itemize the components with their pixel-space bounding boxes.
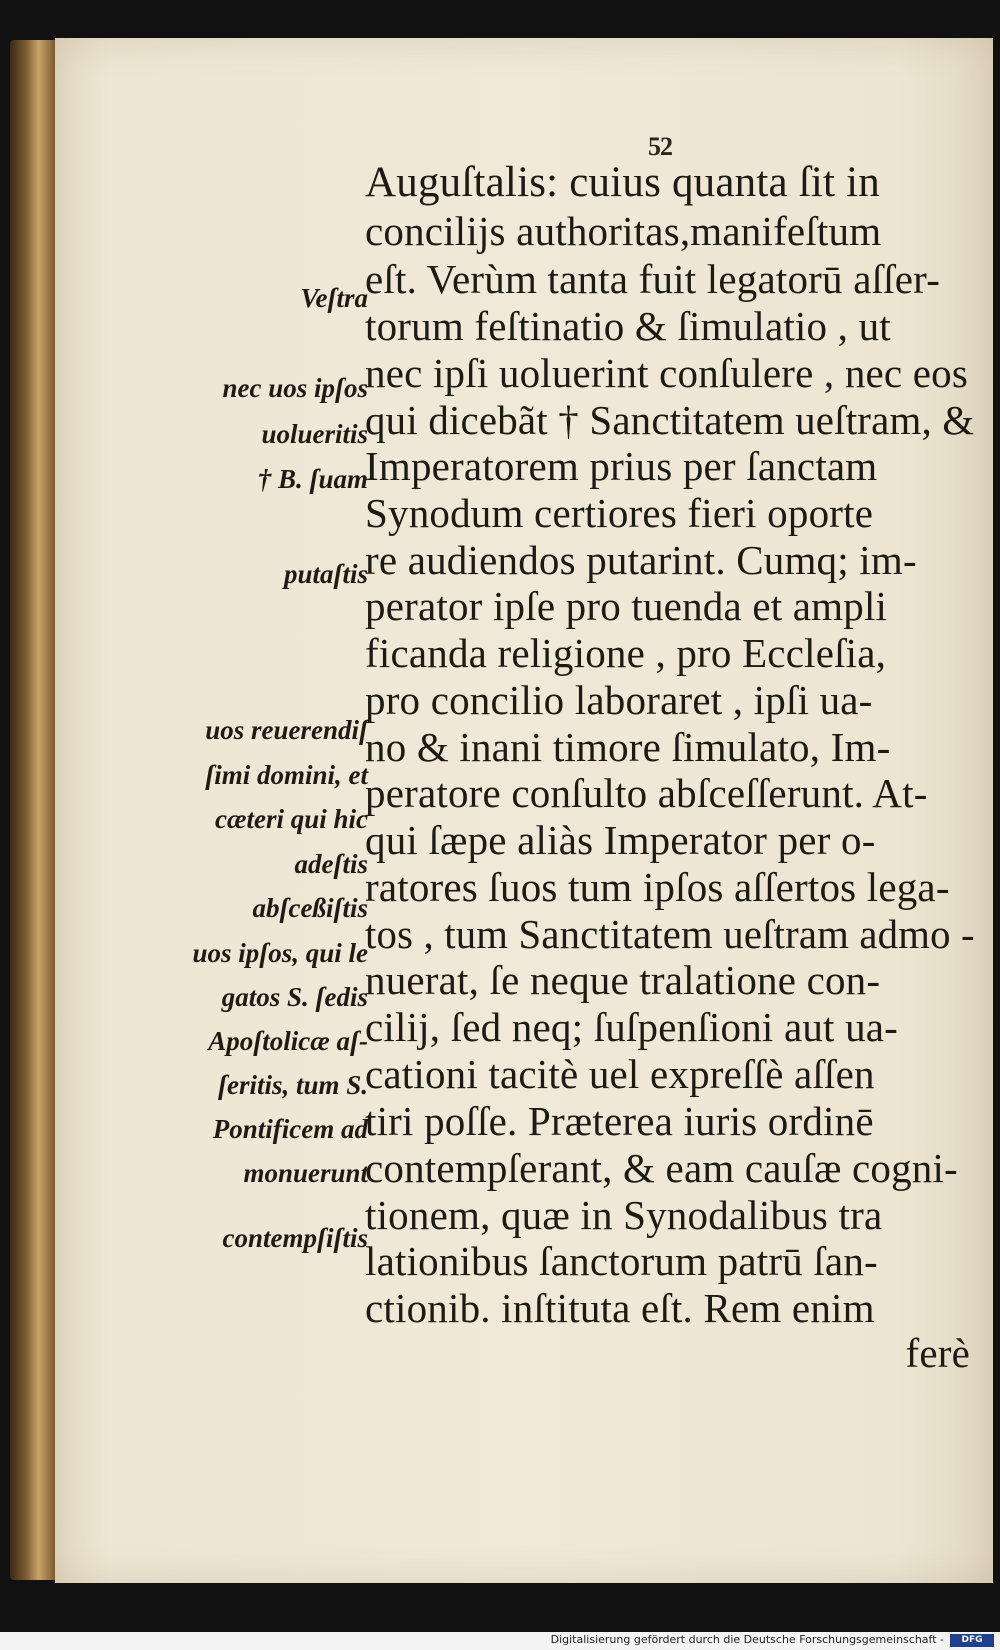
- text-line: no & inani timore ſimulato, Im-: [365, 724, 891, 770]
- text-line: torum feſtinatio & ſimulatio , ut: [365, 303, 891, 349]
- text-line: re audiendos putarint. Cumq; im-: [365, 537, 917, 583]
- text-line: perator ipſe pro tuenda et ampli: [365, 583, 888, 629]
- dfg-logo: DFG: [950, 1634, 994, 1647]
- text-line: tos , tum Sanctitatem ueſtram admo -: [365, 911, 975, 957]
- marginal-note: ſeritis, tum S.: [217, 1070, 368, 1100]
- marginal-note: nec uos ipſos: [222, 373, 368, 403]
- footer-credit: Digitalisierung gefördert durch die Deutsche Forschungsgemeinschaft -: [550, 1633, 944, 1646]
- marginal-note: abſceßiſtis: [252, 893, 368, 923]
- marginal-note: uos ipſos, qui le: [192, 938, 368, 968]
- marginal-note: contempſiſtis: [222, 1223, 368, 1253]
- text-line: tiri poſſe. Præterea iuris ordinē: [365, 1098, 874, 1144]
- marginal-note: gatos S. ſedis: [221, 982, 368, 1012]
- text-line: cilij, ſed neq; ſuſpenſioni aut ua-: [365, 1004, 899, 1050]
- marginal-note: cæteri qui hic: [215, 804, 368, 834]
- marginal-note: Apoſtolicæ aſ-: [208, 1026, 368, 1056]
- text-line: cationi tacitè uel expreſſè aſſen: [365, 1051, 875, 1097]
- marginal-note: uolueritis: [261, 419, 368, 449]
- page-number: 52: [648, 132, 672, 161]
- marginal-note: ſimi domini, et: [205, 760, 368, 790]
- text-line: qui ſæpe aliàs Imperator per o-: [365, 817, 876, 863]
- text-line: peratore conſulto abſceſſerunt. At-: [365, 770, 928, 816]
- text-line: Imperatorem prius per ſanctam: [365, 443, 878, 489]
- text-line: Auguſtalis: cuius quanta ſit in: [365, 159, 880, 206]
- marginal-note: monuerunt: [243, 1158, 368, 1188]
- text-line: nuerat, ſe neque tralatione con-: [365, 957, 881, 1003]
- marginal-note: Veſtra: [300, 283, 368, 313]
- text-line: eſt. Verùm tanta fuit legatorū aſſer-: [365, 256, 941, 302]
- marginal-note: † B. ſuam: [257, 464, 368, 494]
- marginal-note: putaſtis: [283, 559, 368, 589]
- text-line: lationibus ſanctorum patrū ſan-: [365, 1238, 878, 1284]
- text-line: pro concilio laboraret , ipſi ua-: [365, 677, 873, 723]
- marginal-note: adeſtis: [294, 849, 368, 879]
- marginal-note: Pontificem ad: [212, 1114, 368, 1144]
- text-line: nec ipſi uoluerint conſulere , nec eos: [365, 350, 969, 396]
- text-line: ratores ſuos tum ipſos aſſertos lega-: [365, 864, 950, 910]
- footer-bar: [0, 1632, 1000, 1650]
- text-line: ficanda religione , pro Eccleſia,: [365, 630, 887, 676]
- text-line: concilijs authoritas,manifeſtum: [365, 208, 882, 254]
- text-line: contempſerant, & eam cauſæ cogni-: [365, 1145, 958, 1191]
- catchword: ferè: [905, 1330, 970, 1376]
- text-line: qui dicebãt † Sanctitatem ueſtram, &: [365, 397, 975, 443]
- text-line: ctionib. inſtituta eſt. Rem enim: [365, 1285, 875, 1331]
- text-line: tionem, quæ in Synodalibus tra: [365, 1192, 883, 1238]
- text-line: Synodum certiores fieri oporte: [365, 490, 874, 536]
- marginal-note: uos reuerendiſ: [205, 715, 368, 745]
